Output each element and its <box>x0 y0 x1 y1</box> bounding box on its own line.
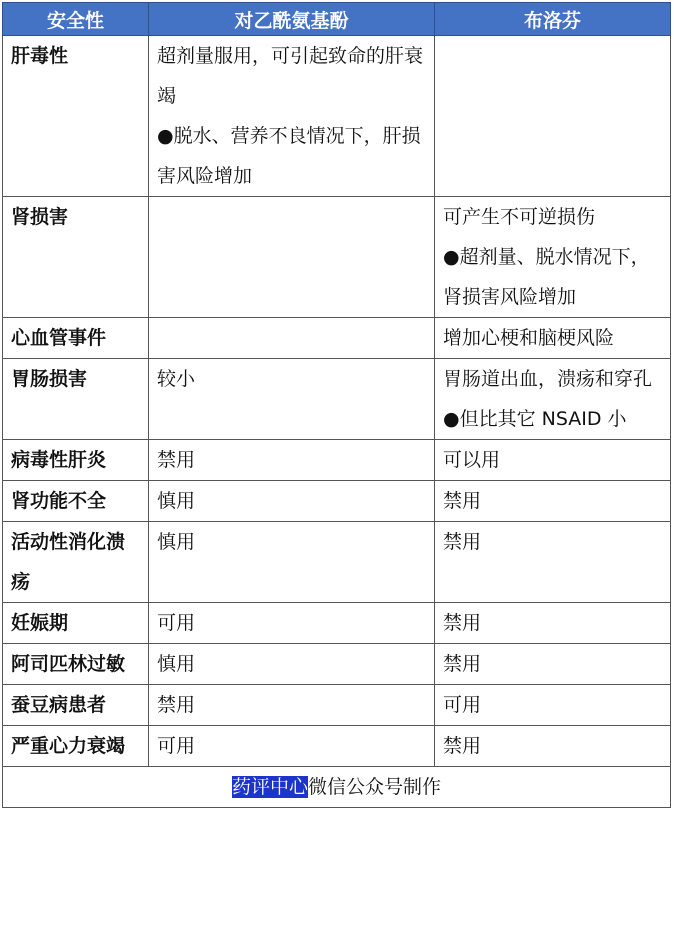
cell-text: 禁用 <box>157 694 196 716</box>
footer-credit <box>3 767 671 808</box>
cell-text: 可用 <box>157 612 196 634</box>
cell-text: 禁用 <box>443 735 482 757</box>
row-label: 胃肠损害 <box>3 359 149 440</box>
table-row <box>3 440 671 481</box>
cell-text: 禁用 <box>443 490 482 512</box>
acetaminophen-cell <box>149 726 435 767</box>
row-label: 妊娠期 <box>3 603 149 644</box>
comparison-sheet <box>2 2 670 808</box>
cell-text: ●脱水、营养不良情况下，肝损害风险增加 <box>157 125 421 187</box>
table-row <box>3 197 671 318</box>
table-row <box>3 685 671 726</box>
cell-text: 较小 <box>157 368 196 390</box>
cell-text: 超剂量服用，可引起致命的肝衰竭 <box>157 45 424 107</box>
cell-text: ●超剂量、脱水情况下，肾损害风险增加 <box>443 246 650 308</box>
ibuprofen-cell <box>435 685 671 726</box>
acetaminophen-cell <box>149 440 435 481</box>
row-label: 蚕豆病患者 <box>3 685 149 726</box>
footer-highlight: 药评中心 <box>231 776 308 798</box>
table-row <box>3 481 671 522</box>
row-label: 肾功能不全 <box>3 481 149 522</box>
row-label: 肝毒性 <box>3 36 149 197</box>
cell-text: 禁用 <box>157 449 196 471</box>
acetaminophen-cell <box>149 522 435 603</box>
ibuprofen-cell <box>435 36 671 197</box>
ibuprofen-cell <box>435 440 671 481</box>
table-row <box>3 318 671 359</box>
table-row <box>3 36 671 197</box>
ibuprofen-cell <box>435 481 671 522</box>
header-row <box>3 3 671 36</box>
acetaminophen-cell <box>149 197 435 318</box>
ibuprofen-cell <box>435 726 671 767</box>
acetaminophen-cell <box>149 685 435 726</box>
header-safety: 安全性 <box>3 3 149 36</box>
table-body <box>3 36 671 767</box>
ibuprofen-cell <box>435 522 671 603</box>
cell-text: 禁用 <box>443 531 482 553</box>
table-row <box>3 644 671 685</box>
ibuprofen-cell <box>435 644 671 685</box>
ibuprofen-cell <box>435 603 671 644</box>
cell-text: 胃肠道出血，溃疡和穿孔 <box>443 368 653 390</box>
row-label: 严重心力衰竭 <box>3 726 149 767</box>
cell-text: 可产生不可逆损伤 <box>443 206 596 228</box>
footer-text: 微信公众号制作 <box>308 776 442 798</box>
acetaminophen-cell <box>149 359 435 440</box>
cell-text: 增加心梗和脑梗风险 <box>443 327 615 349</box>
footer-row <box>3 767 671 808</box>
cell-text: 可用 <box>443 694 482 716</box>
acetaminophen-cell <box>149 318 435 359</box>
acetaminophen-cell <box>149 36 435 197</box>
row-label: 病毒性肝炎 <box>3 440 149 481</box>
cell-text: ●但比其它 NSAID 小 <box>443 408 627 430</box>
row-label: 阿司匹林过敏 <box>3 644 149 685</box>
cell-text: 慎用 <box>157 531 196 553</box>
cell-text: 可以用 <box>443 449 501 471</box>
cell-text: 慎用 <box>157 490 196 512</box>
ibuprofen-cell <box>435 318 671 359</box>
row-label: 心血管事件 <box>3 318 149 359</box>
cell-text: 禁用 <box>443 653 482 675</box>
ibuprofen-cell <box>435 197 671 318</box>
safety-comparison-table <box>2 2 671 808</box>
row-label: 活动性消化溃疡 <box>3 522 149 603</box>
cell-text: 慎用 <box>157 653 196 675</box>
table-row <box>3 726 671 767</box>
header-ibuprofen: 布洛芬 <box>435 3 671 36</box>
table-row <box>3 603 671 644</box>
header-acetaminophen: 对乙酰氨基酚 <box>149 3 435 36</box>
cell-text: 可用 <box>157 735 196 757</box>
ibuprofen-cell <box>435 359 671 440</box>
table-row <box>3 359 671 440</box>
acetaminophen-cell <box>149 603 435 644</box>
acetaminophen-cell <box>149 481 435 522</box>
row-label: 肾损害 <box>3 197 149 318</box>
table-row <box>3 522 671 603</box>
acetaminophen-cell <box>149 644 435 685</box>
cell-text: 禁用 <box>443 612 482 634</box>
